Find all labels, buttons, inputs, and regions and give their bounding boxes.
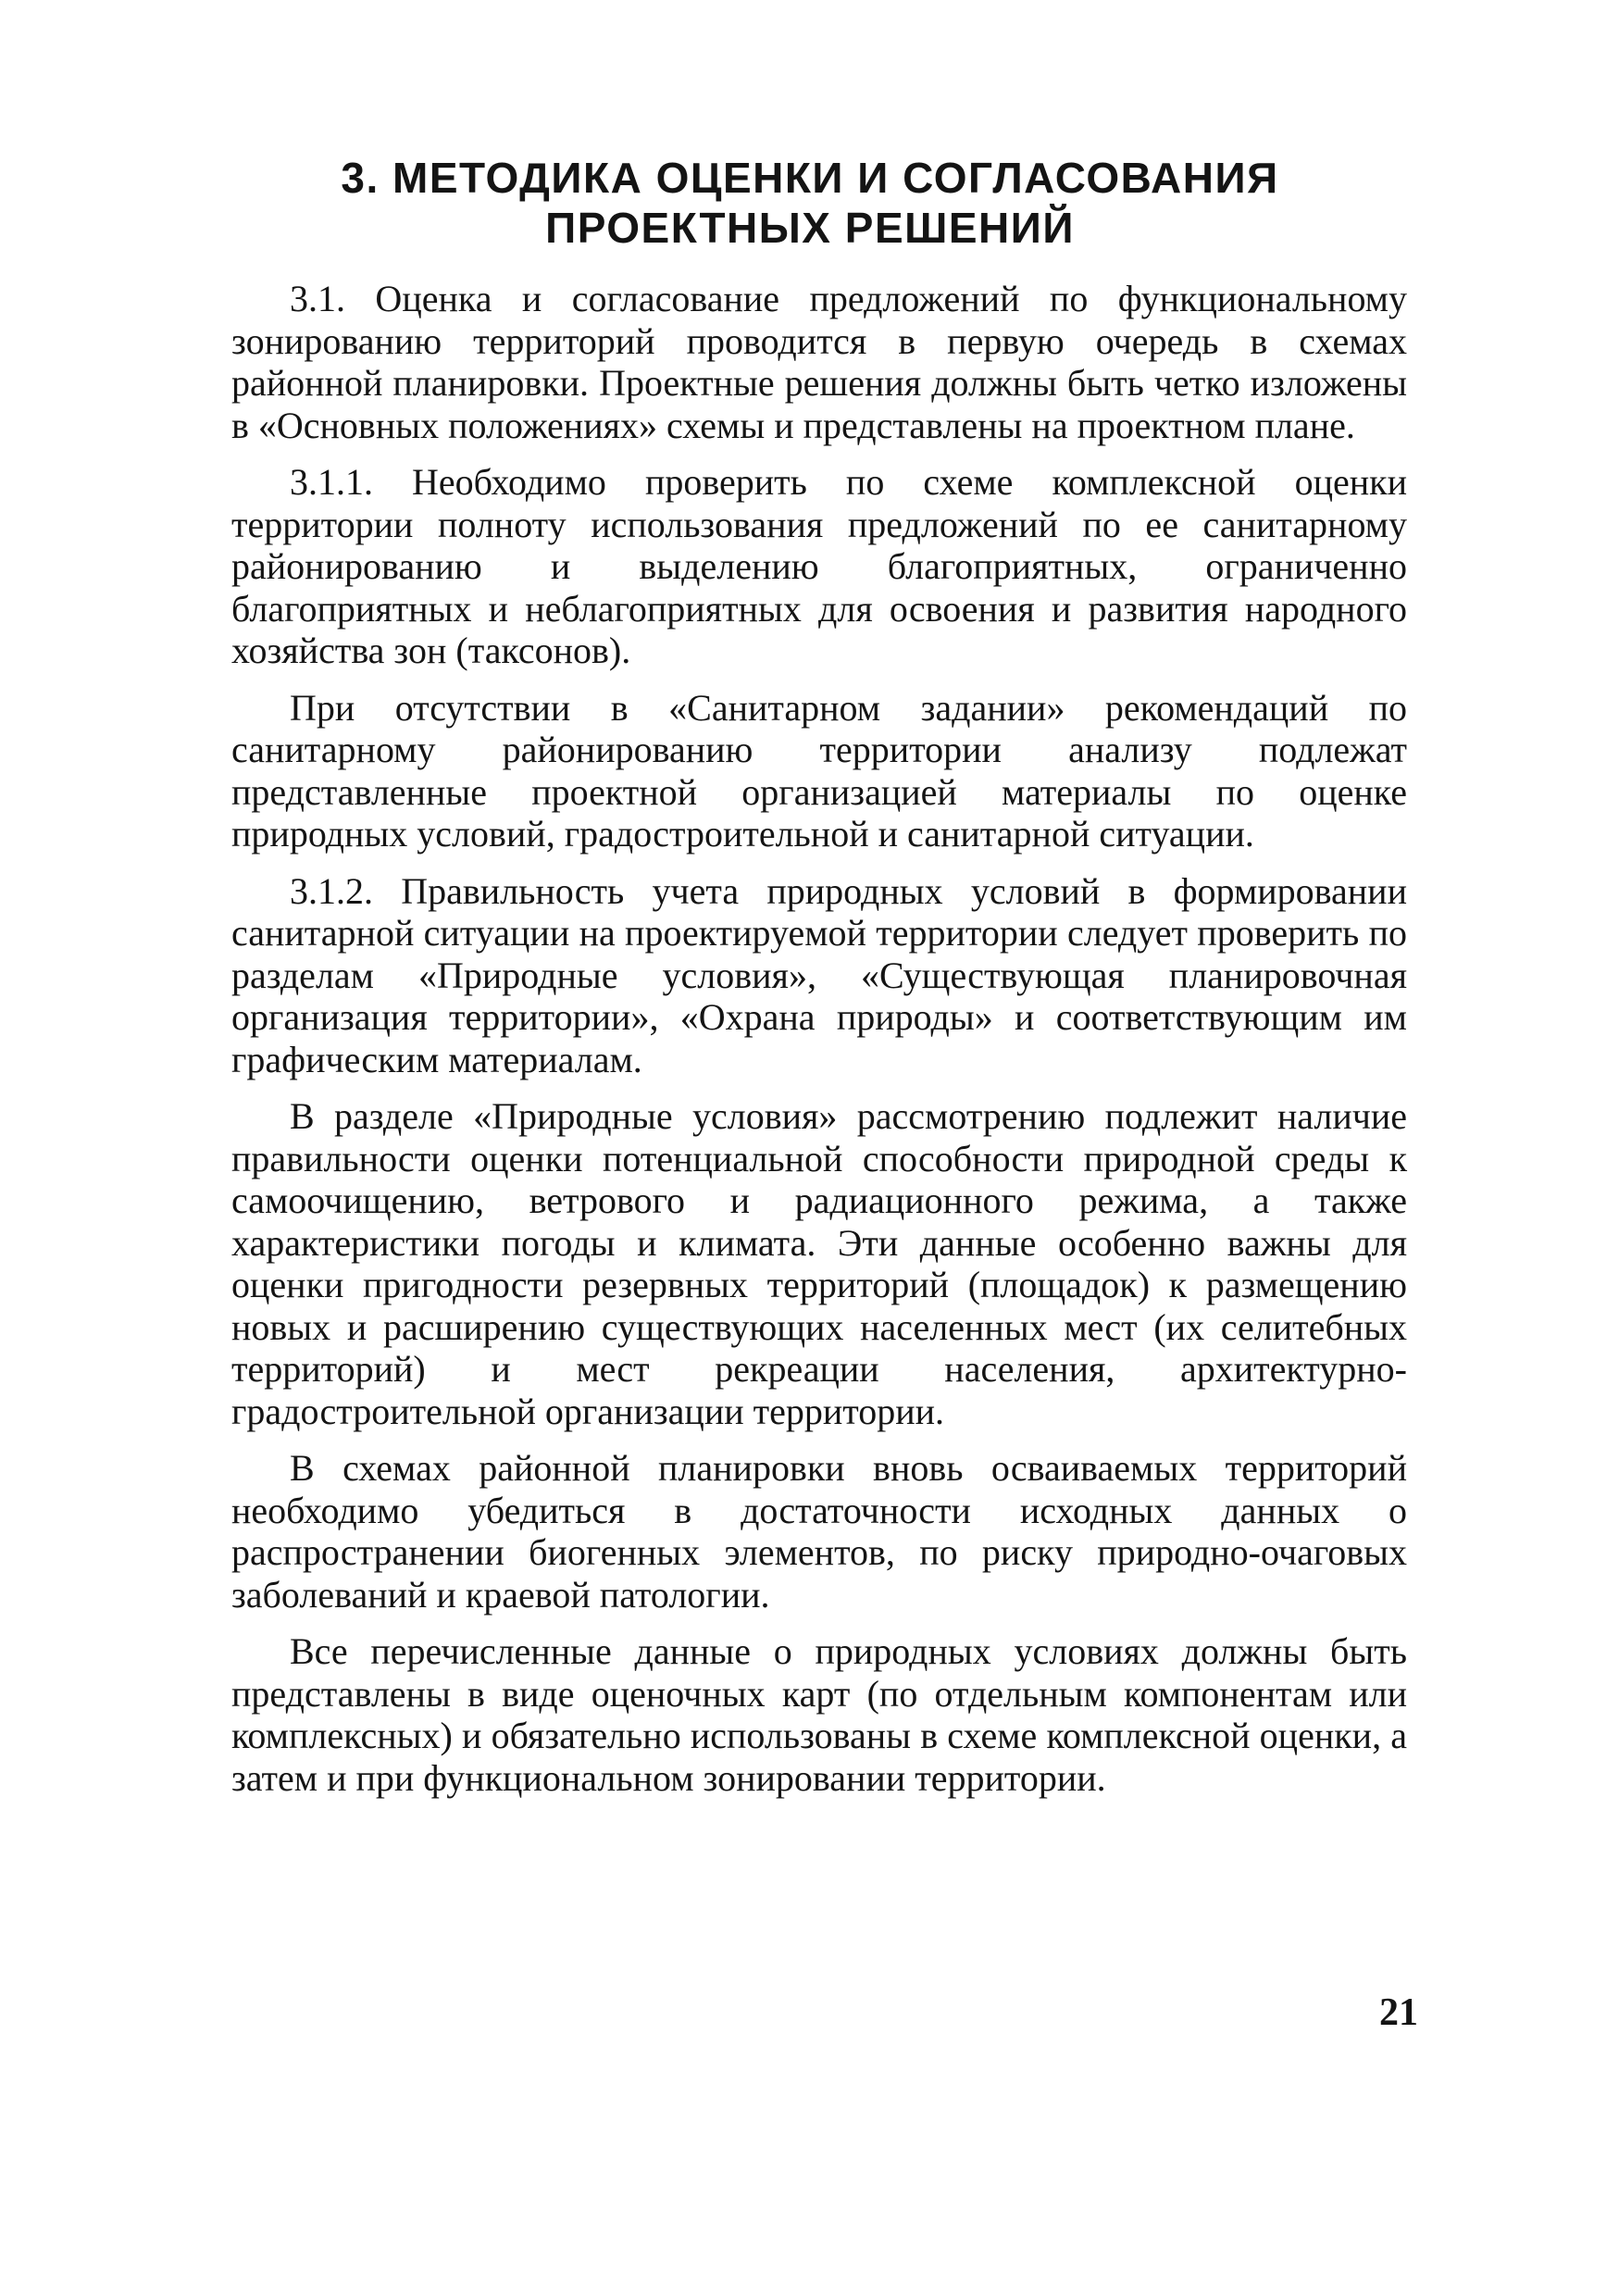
section-heading-line-2: ПРОЕКТНЫХ РЕШЕНИЙ (545, 204, 1075, 252)
paragraph-3-1-2: 3.1.2. Правильность учета природных условий в формировании санитарной ситуации на проектируемой территории следует проверить по разделам «Природные условия», «Существующая планировочная организация территории», «Охрана природы» и соответствующим им графическим материалам. (231, 869, 1407, 1080)
body-text (231, 278, 1407, 1814)
paragraph-new-territories: В схемах районной планировки вновь осваиваемых территорий необходимо убедиться в достаточности исходных данных о распространении биогенных элементов, по риску природно-очаговых заболеваний и краевой патологии. (231, 1447, 1407, 1616)
section-heading (231, 153, 1389, 253)
paragraph-sanitary-task: При отсутствии в «Санитарном задании» рекомендаций по санитарному районированию территории анализу подлежат представленные проектной организацией материалы по оценке природных условий, градостроительной и санитарной ситуации. (231, 686, 1407, 855)
section-heading-line-1: 3. МЕТОДИКА ОЦЕНКИ И СОГЛАСОВАНИЯ (341, 154, 1279, 202)
paragraph-natural-conditions: В разделе «Природные условия» рассмотрению подлежит наличие правильности оценки потенциальной способности природной среды к самоочищению, ветрового и радиационного режима, а также характеристики погоды и климата. Эти данные особенно важны для оценки пригодности резервных территорий (площадок) к размещению новых и расширению существующих населенных мест (их селитебных территорий) и мест рекреации населения, архитектурно-градостроительной организации территории. (231, 1095, 1407, 1432)
paragraph-3-1-1: 3.1.1. Необходимо проверить по схеме комплексной оценки территории полноту использования предложений по ее санитарному районированию и выделению благоприятных, ограниченно благоприятных и неблагоприятных для освоения и развития народного хозяйства зон (таксонов). (231, 461, 1407, 671)
page-number: 21 (1379, 1991, 1418, 2034)
paragraph-3-1: 3.1. Оценка и согласование предложений по функциональному зонированию территорий проводится в первую очередь в схемах районной планировки. Проектные решения должны быть четко изложены в «Основных положениях» схемы и представлены на проектном плане. (231, 278, 1407, 446)
paragraph-evaluation-maps: Все перечисленные данные о природных условиях должны быть представлены в виде оценочных карт (по отдельным компонентам или комплексных) и обязательно использованы в схеме комплексной оценки, а затем и при функциональном зонировании территории. (231, 1630, 1407, 1799)
